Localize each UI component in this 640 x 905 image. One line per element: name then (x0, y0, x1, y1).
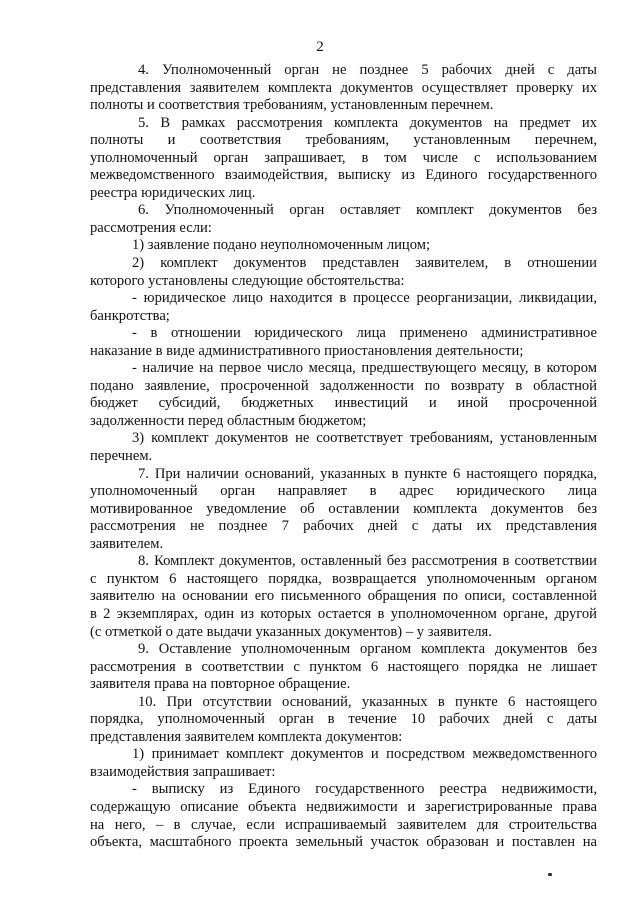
text-line: 9. Оставление уполномоченным органом комплекта документов без (138, 641, 597, 658)
text-line: (с отметкой о дате выдачи указанных документов) – у заявителя. (90, 623, 492, 640)
text-line: рассмотрения не позднее 7 рабочих дней с даты их представления (90, 518, 597, 535)
text-line: 3) комплект документов не соответствует требованиям, установленным (132, 430, 597, 447)
text-line: 5. В рамках рассмотрения комплекта документов на предмет их (138, 114, 597, 131)
page-number: 2 (316, 39, 324, 55)
text-line: перечнем. (90, 448, 153, 465)
text-line: рассмотрения в соответствии с пунктом 6 настоящего порядка не лишает (90, 658, 597, 675)
text-line: на него, – в случае, если испрашиваемый заявителем для строительства (90, 816, 597, 833)
text-line: - в отношении юридического лица применено административное (132, 325, 597, 342)
text-line: полноты и соответствия требованиям, установленным перечнем, (90, 132, 597, 149)
text-line: рассмотрения если: (90, 219, 212, 236)
pen-mark (548, 873, 552, 876)
text-line: банкротства; (90, 307, 170, 324)
text-line: подано заявление, просроченной задолженности по возврату в областной (90, 377, 597, 394)
text-line: взаимодействия запрашивает: (90, 763, 276, 780)
text-line: задолженности перед областным бюджетом; (90, 412, 367, 429)
text-line: которого установлены следующие обстоятельства: (90, 272, 405, 289)
text-line: заявителем. (90, 535, 164, 552)
text-line: заявителя права на повторное обращение. (90, 676, 351, 693)
text-line: 8. Комплект документов, оставленный без рассмотрения в соответствии (138, 553, 597, 570)
text-line: 4. Уполномоченный орган не позднее 5 рабочих дней с даты (138, 62, 597, 78)
text-line: реестра юридических лиц. (90, 184, 256, 201)
text-line: в 2 экземплярах, один из которых остается в уполномоченном органе, другой (90, 605, 597, 622)
text-line: полноты и соответствия требованиям, установленным перечнем. (90, 97, 494, 114)
document-body (90, 62, 597, 852)
text-line: - выписку из Единого государственного реестра недвижимости, (132, 781, 597, 798)
text-line: уполномоченный орган направляет в адрес юридического лица (90, 483, 597, 500)
text-line: 6. Уполномоченный орган оставляет комплект документов без (138, 202, 597, 219)
text-line: с пунктом 6 настоящего порядка, возвращается уполномоченным органом (90, 570, 597, 587)
text-line: представления заявителем комплекта документов осуществляет проверку их (90, 79, 597, 96)
text-line: содержащую описание объекта недвижимости и зарегистрированные права (90, 798, 597, 815)
text-line: 7. При наличии оснований, указанных в пункте 6 настоящего порядка, (138, 465, 597, 482)
text-line: заявителю на основании его письменного обращения по описи, составленной (90, 588, 597, 605)
text-line: наказание в виде административного приостановления деятельности; (90, 342, 524, 359)
text-line: 2) комплект документов представлен заявителем, в отношении (132, 255, 597, 272)
text-line: - юридическое лицо находится в процессе реорганизации, ликвидации, (132, 290, 597, 307)
text-line: 1) принимает комплект документов и посредством межведомственного (132, 746, 597, 763)
text-line: - наличие на первое число месяца, предшествующего месяцу, в котором (132, 360, 597, 377)
text-line: 10. При отсутствии оснований, указанных в пункте 6 настоящего (138, 693, 597, 710)
text-line: уполномоченный орган запрашивает, в том числе с использованием (90, 149, 597, 166)
text-line: порядка, уполномоченный орган в течение 10 рабочих дней с даты (90, 711, 597, 728)
text-line: объекта, масштабного проекта земельный участок образован и поставлен на (90, 834, 597, 851)
text-line: 1) заявление подано неуполномоченным лицом; (132, 237, 431, 254)
text-line: представления заявителем комплекта документов: (90, 728, 403, 745)
text-line: мотивированное уведомление об оставлении комплекта документов без (90, 500, 597, 517)
text-line: межведомственного взаимодействия, выписку из Единого государственного (90, 167, 597, 184)
text-line: бюджет субсидий, бюджетных инвестиций и иной просроченной (90, 395, 597, 412)
